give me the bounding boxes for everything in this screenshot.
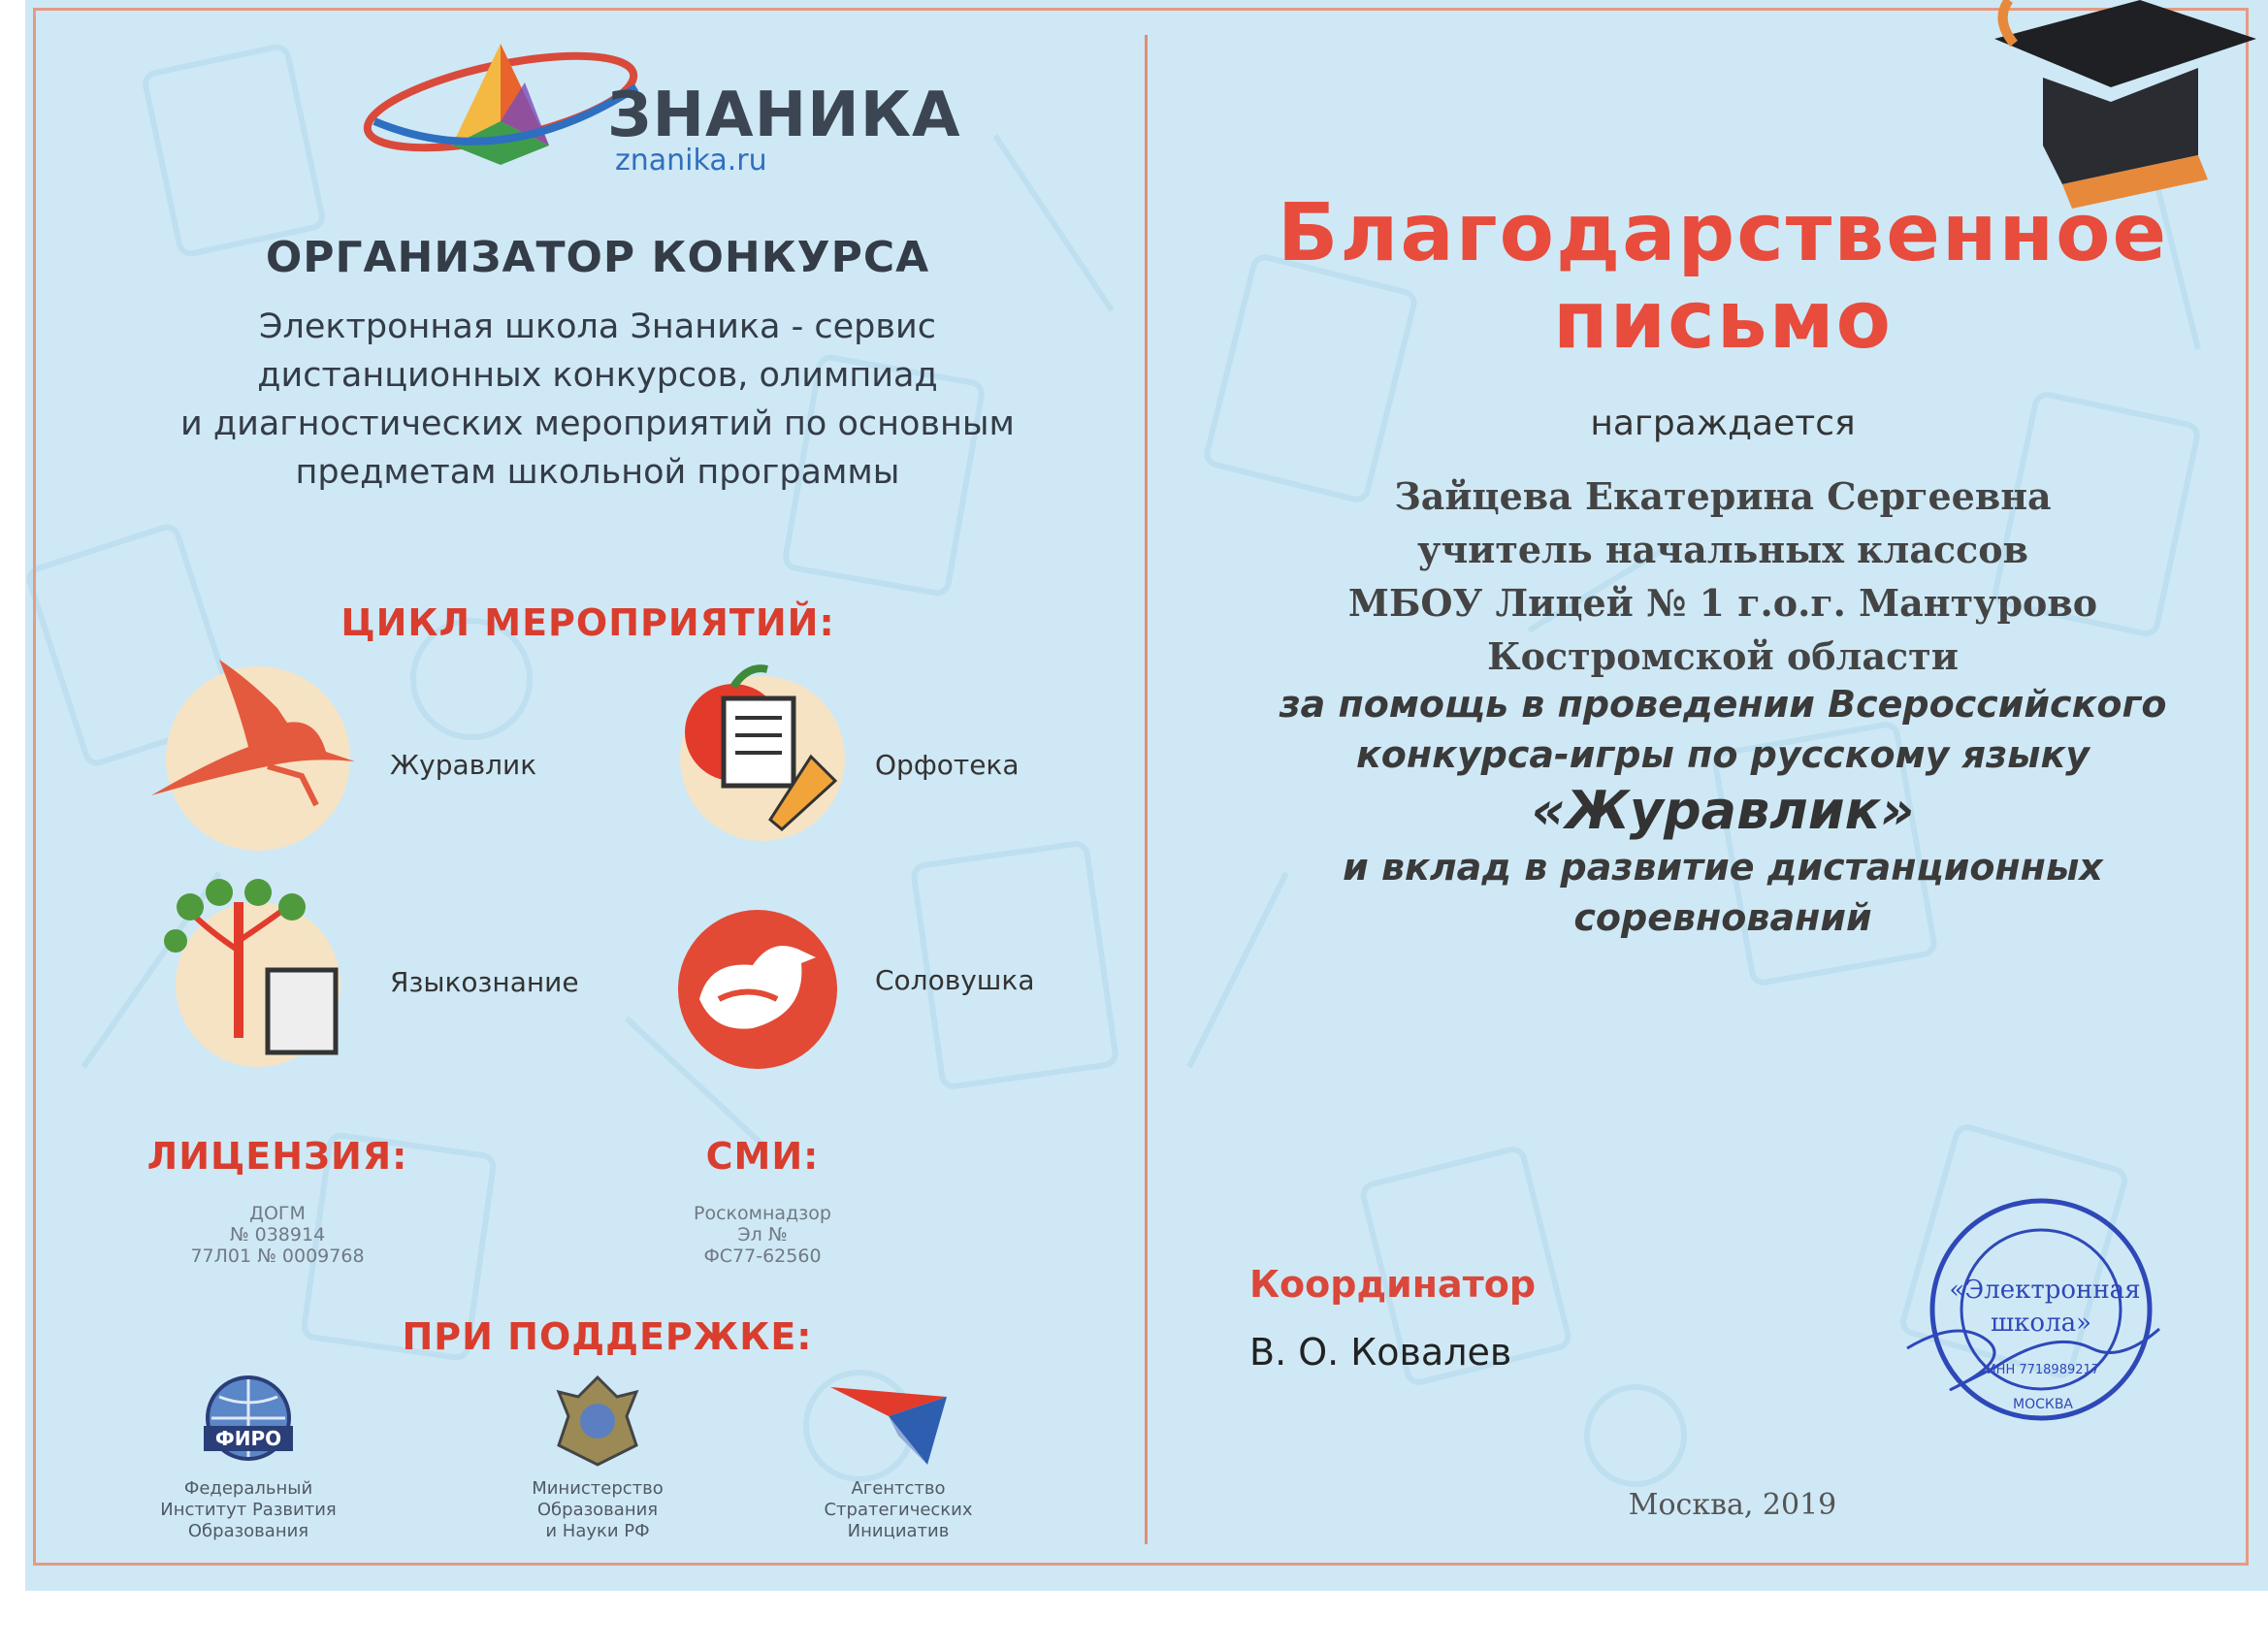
firo-logo-icon	[190, 1370, 307, 1476]
tree-book-icon	[161, 863, 355, 1067]
stamp-text-2: школа»	[1991, 1309, 2091, 1338]
support-line: Инициатив	[847, 1521, 950, 1541]
media-line: ФС77-62560	[703, 1245, 822, 1267]
event-label-zhuravlik: Журавлик	[390, 749, 537, 781]
recipient-position: учитель начальных классов	[1417, 528, 2028, 571]
bird-icon	[675, 907, 840, 1072]
event-label-yazykoznanie: Языкознание	[390, 966, 579, 998]
support-title: ПРИ ПОДДЕРЖКЕ:	[402, 1315, 813, 1358]
contribution-line: и вклад в развитие дистанционных	[1343, 846, 2103, 889]
place-year: Москва, 2019	[1628, 1488, 1837, 1522]
logo-site: znanika.ru	[615, 144, 767, 178]
letter-title-line: Благодарственное	[1277, 187, 2169, 279]
contribution-line: соревнований	[1573, 896, 1872, 939]
asi-logo-icon	[821, 1377, 956, 1474]
media-details	[646, 1203, 879, 1267]
support-line: Образования	[536, 1500, 659, 1520]
support-org-firo	[132, 1478, 365, 1542]
stamp-city: МОСКВА	[2013, 1397, 2073, 1412]
certificate-page	[25, 0, 2268, 1591]
recipient-block	[1199, 469, 2247, 683]
contest-name: «Журавлик»	[1531, 780, 1915, 841]
media-title: СМИ:	[705, 1135, 820, 1178]
support-line: Федеральный	[183, 1478, 313, 1499]
support-line: Агентство	[851, 1478, 946, 1499]
logo-name: ЗНАНИКА	[607, 80, 961, 151]
events-title: ЦИКЛ МЕРОПРИЯТИЙ:	[340, 601, 835, 644]
organizer-description	[64, 303, 1131, 497]
media-line: Эл №	[737, 1224, 788, 1245]
center-divider	[1145, 35, 1148, 1544]
license-title: ЛИЦЕНЗИЯ:	[146, 1135, 408, 1178]
organizer-line: и диагностических мероприятий по основным	[180, 404, 1015, 443]
support-org-ministry	[481, 1478, 714, 1542]
license-line: 77Л01 № 0009768	[190, 1245, 365, 1267]
reason-line: за помощь в проведении Всероссийского	[1279, 683, 2167, 726]
recipient-region: Костромской области	[1487, 634, 1959, 678]
support-line: Образования	[187, 1521, 309, 1541]
organizer-title: ОРГАНИЗАТОР КОНКУРСА	[265, 233, 930, 282]
media-line: Роскомнадзор	[694, 1203, 831, 1224]
organizer-line: предметам школьной программы	[295, 453, 900, 492]
recipient-name: Зайцева Екатерина Сергеевна	[1394, 474, 2052, 518]
support-line: Институт Развития	[160, 1500, 337, 1520]
letter-title-line: письмо	[1553, 275, 1893, 367]
organizer-line: Электронная школа Знаника - сервис	[259, 307, 936, 346]
firo-logo-text: ФИРО	[214, 1427, 282, 1450]
reason-block	[1189, 679, 2256, 780]
support-line: и Науки РФ	[545, 1521, 650, 1541]
license-line: ДОГМ	[249, 1203, 306, 1224]
reason-line: конкурса-игры по русскому языку	[1355, 733, 2090, 776]
license-line: № 038914	[229, 1224, 326, 1245]
book-apple-icon	[665, 650, 859, 844]
support-line: Министерство	[532, 1478, 664, 1499]
support-line: Стратегических	[824, 1500, 973, 1520]
coordinator-label: Координатор	[1249, 1263, 1537, 1306]
crane-icon	[132, 650, 384, 854]
recipient-school: МБОУ Лицей № 1 г.о.г. Мантурово	[1347, 581, 2098, 625]
znanika-logo-icon	[355, 29, 646, 175]
stamp-icon	[1897, 1183, 2179, 1436]
stamp-text-1: «Электронная	[1949, 1276, 2141, 1305]
coordinator-name: В. О. Ковалев	[1249, 1331, 1512, 1374]
support-org-asi	[782, 1478, 1015, 1542]
contribution-block	[1189, 842, 2256, 943]
awarded-text: награждается	[1590, 404, 1856, 443]
license-details	[180, 1203, 374, 1267]
organizer-line: дистанционных конкурсов, олимпиад	[257, 356, 938, 395]
event-label-orfoteka: Орфотека	[875, 749, 1020, 781]
ministry-emblem-icon	[549, 1368, 646, 1474]
letter-title	[1199, 187, 2247, 367]
stamp-inn: ИНН 7718989217	[1986, 1363, 2100, 1377]
graduation-cap-icon	[1965, 0, 2268, 213]
event-label-solovushka: Соловушка	[875, 964, 1035, 996]
